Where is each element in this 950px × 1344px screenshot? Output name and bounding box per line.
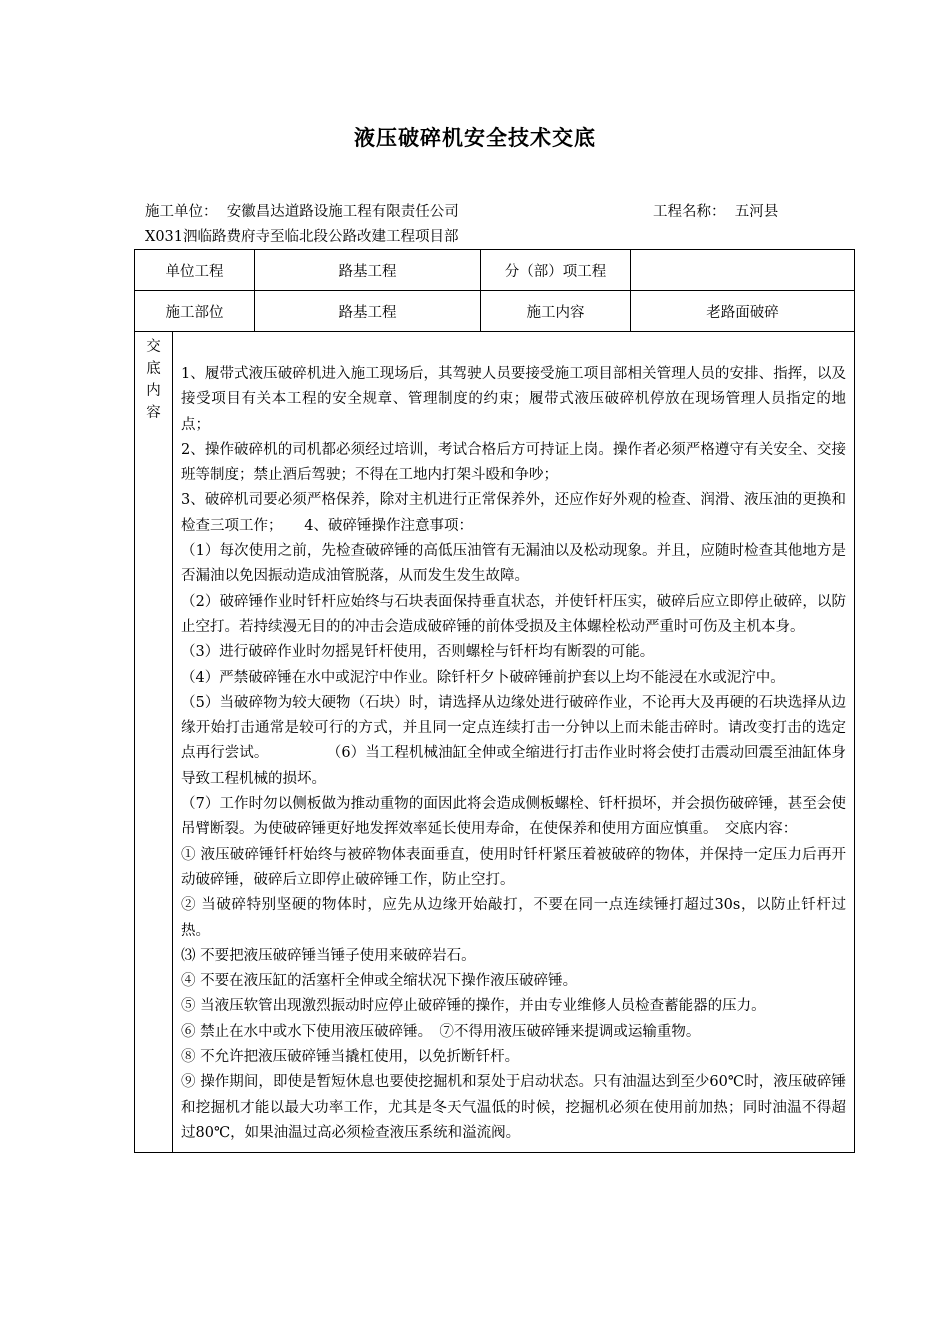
content-paragraph: 1、履带式液压破碎机进入施工现场后，其驾驶人员要接受施工项目部相关管理人员的安排、指挥，以及接受项目有关本工程的安全规章、管理制度的约束；履带式液压破碎机停放在现场管理人员指定的地点； — [181, 366, 846, 433]
unit-value: 安徽昌达道路设施工程有限责任公司 — [226, 204, 459, 220]
project-name — [653, 200, 778, 224]
project-value-2: X031泗临路费府寺至临北段公路改建工程项目部 — [145, 229, 459, 245]
cell-location-value: 路基工程 — [255, 291, 481, 332]
side-char: 底 — [146, 361, 161, 377]
content-paragraph: （1）每次使用之前，先检查破碎锤的高低压油管有无漏油以及松动现象。并且，应随时检查其他地方是否漏油以免因振动造成油管脱落，从而发生发生故障。 — [181, 543, 846, 585]
content-paragraph: ⑶ 不要把液压破碎锤当锤子使用来破碎岩石。 — [181, 947, 476, 964]
header-line-2 — [145, 225, 459, 249]
side-char: 内 — [146, 383, 161, 399]
cell-work-content-value: 老路面破碎 — [631, 291, 855, 332]
content-paragraph: 3、破碎机司要必须严格保养，除对主机进行正常保养外，还应作好外观的检查、润滑、液压油的更换和检查三项工作； 4、破碎锤操作注意事项： — [181, 492, 846, 534]
cell-location-label: 施工部位 — [135, 291, 255, 332]
cell-unit-project-value: 路基工程 — [255, 250, 481, 291]
content-paragraph: ⑤ 当液压软管出现激烈振动时应停止破碎锤的操作，并由专业维修人员检查蓄能器的压力。 — [181, 998, 766, 1015]
header-line-1 — [145, 200, 845, 224]
content-paragraph: （2）破碎锤作业时钎杆应始终与石块表面保持垂直状态，并使钎杆压实，破碎后应立即停止破碎，以防止空打。若持续漫无目的的冲击会造成破碎锤的前体受损及主体螺栓松动严重时可伤及主机本身。 — [181, 593, 846, 635]
content-paragraph: 2、操作破碎机的司机都必须经过培训，考试合格后方可持证上岗。操作者必须严格遵守有关安全、交接班等制度；禁止酒后驾驶；不得在工地内打架斗殴和争吵； — [181, 441, 846, 484]
table-row — [135, 291, 855, 332]
cell-subproject-value — [631, 250, 855, 291]
content-paragraph: ⑧ 不允许把液压破碎锤当撬杠使用，以免折断钎杆。 — [181, 1049, 520, 1066]
table-row — [135, 250, 855, 291]
content-paragraph: ① 液压破碎锤钎杆始终与被碎物体表面垂直，使用时钎杆紧压着被破碎的物体，并保持一定压力后再开动破碎锤，破碎后立即停止破碎锤工作，防止空打。 — [181, 846, 846, 888]
content-paragraph: ⑥ 禁止在水中或水下使用液压破碎锤。 ⑦不得用液压破碎锤来提调或运输重物。 — [181, 1023, 701, 1040]
unit-label: 施工单位： — [145, 204, 218, 220]
content-paragraph: （3）进行破碎作业时勿摇晃钎杆使用，否则螺栓与钎杆均有断裂的可能。 — [181, 644, 655, 661]
content-paragraph: （7）工作时勿以侧板做为推动重物的面因此将会造成侧板螺栓、钎杆损坏，并会损伤破碎锤，甚至会使吊臂断裂。为使破碎锤更好地发挥效率延长使用寿命，在使保养和使用方面应慎重。 交底内容： — [181, 796, 846, 838]
cell-work-content-label: 施工内容 — [481, 291, 631, 332]
content-paragraph: ④ 不要在液压缸的活塞杆全伸或全缩状况下操作液压破碎锤。 — [181, 973, 578, 990]
content-paragraph: （5）当破碎物为较大硬物（石块）时，请选择从边缘处进行破碎作业，不论再大及再硬的石块选择从边缘开始打击通常是较可行的方式，并且同一定点连续打击一分钟以上而未能击碎时。请改变打击的选定点再行尝试。 （6）当工程机械油缸全伸或全缩进行打击作业时将会使打击震动回震至油缸体身导致工程机械的损坏。 — [181, 694, 846, 787]
content-paragraph: ② 当破碎特别坚硬的物体时，应先从边缘开始敲打，不要在同一点连续锤打超过30s，以防止钎杆过热。 — [181, 897, 846, 939]
project-label: 工程名称： — [653, 204, 726, 220]
table-row — [135, 332, 855, 1153]
disclosure-content — [173, 332, 855, 1153]
content-paragraph: ⑨ 操作期间，即使是暂短休息也要使挖掘机和泵处于启动状态。只有油温达到至少60℃时，液压破碎锤和挖掘机才能以最大功率工作，尤其是冬天气温低的时候，挖掘机必须在使用前加热；同时油温不得超过80℃，如果油温过高必须检查液压系统和溢流阀。 — [181, 1074, 846, 1141]
cell-subproject-label: 分（部）项工程 — [481, 250, 631, 291]
project-value-1: 五河县 — [734, 204, 779, 220]
disclosure-table — [134, 249, 855, 1153]
document-title: 液压破碎机安全技术交底 — [354, 125, 596, 150]
side-char: 容 — [146, 405, 161, 421]
side-char: 交 — [146, 339, 161, 355]
content-paragraph: （4）严禁破碎锤在水中或泥泞中作业。除钎杆夕卜破碎锤前护套以上均不能浸在水或泥泞中。 — [181, 669, 785, 686]
cell-unit-project-label: 单位工程 — [135, 250, 255, 291]
disclosure-content-label — [135, 332, 173, 1153]
